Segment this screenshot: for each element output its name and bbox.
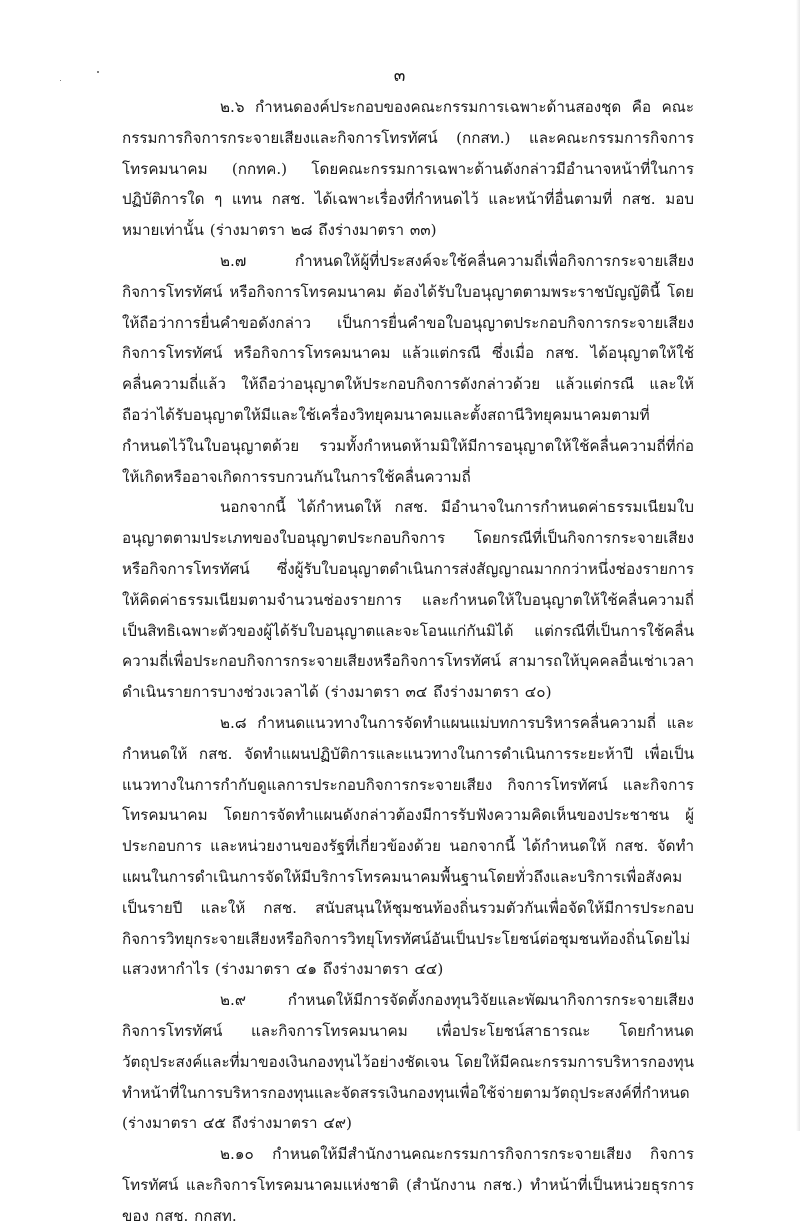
document-body: [122, 92, 694, 1231]
paragraph-2-7-continued: นอกจากนี้ ได้กำหนดให้ กสช. มีอำนาจในการกำหนดค่าธรรมเนียมใบอนุญาตตามประเภทของใบอนุญาตประกอบกิจการ โดยกรณีที่เป็นกิจการกระจายเสียงหรือกิจการโทรทัศน์ ซึ่งผู้รับใบอนุญาตดำเนินการส่งสัญญาณมากกว่าหนึ่งช่องรายการ ให้คิดค่าธรรมเนียมตามจำนวนช่องรายการ และกำหนดให้ใบอนุญาตให้ใช้คลื่นความถี่เป็นสิทธิเฉพาะตัวของผู้ได้รับใบอนุญาตและจะโอนแก่กันมิได้ แต่กรณีที่เป็นการใช้คลื่นความถี่เพื่อประกอบกิจการกระจายเสียงหรือกิจการโทรทัศน์ สามารถให้บุคคลอื่นเช่าเวลาดำเนินรายการบางช่วงเวลาได้ (ร่างมาตรา ๓๔ ถึงร่างมาตรา ๔๐): [122, 498, 694, 702]
paragraph-2-8: ๒.๘ กำหนดแนวทางในการจัดทำแผนแม่บทการบริหารคลื่นความถี่ และกำหนดให้ กสช. จัดทำแผนปฏิบัติการและแนวทางในการดำเนินการระยะห้าปี เพื่อเป็นแนวทางในการกำกับดูแลการประกอบกิจการกระจายเสียง กิจการโทรทัศน์ และกิจการโทรคมนาคม โดยการจัดทำแผนดังกล่าวต้องมีการรับฟังความคิดเห็นของประชาชน ผู้ประกอบการ และหน่วยงานของรัฐที่เกี่ยวข้องด้วย นอกจากนี้ ได้กำหนดให้ กสช. จัดทำแผนในการดำเนินการจัดให้มีบริการโทรคมนาคมพื้นฐานโดยทั่วถึงและบริการเพื่อสังคมเป็นรายปี และให้ กสช. สนับสนุนให้ชุมชนท้องถิ่นรวมตัวกันเพื่อจัดให้มีการประกอบกิจการวิทยุกระจายเสียงหรือกิจการวิทยุโทรทัศน์อันเป็นประโยชน์ต่อชุมชนท้องถิ่นโดยไม่แสวงหากำไร (ร่างมาตรา ๔๑ ถึงร่างมาตรา ๔๔): [122, 713, 694, 979]
paragraph-2-9: ๒.๙ กำหนดให้มีการจัดตั้งกองทุนวิจัยและพัฒนากิจการกระจายเสียง กิจการโทรทัศน์ และกิจการโทรคมนาคม เพื่อประโยชน์สาธารณะ โดยกำหนดวัตถุประสงค์และที่มาของเงินกองทุนไว้อย่างชัดเจน โดยให้มีคณะกรรมการบริหารกองทุนทำหน้าที่ในการบริหารกองทุนและจัดสรรเงินกองทุนเพื่อใช้จ่ายตามวัตถุประสงค์ที่กำหนด (ร่างมาตรา ๔๕ ถึงร่างมาตรา ๔๙): [122, 991, 694, 1133]
paragraph-2-7: ๒.๗ กำหนดให้ผู้ที่ประสงค์จะใช้คลื่นความถี่เพื่อกิจการกระจายเสียง กิจการโทรทัศน์ หรือกิจการโทรคมนาคม ต้องได้รับใบอนุญาตตามพระราชบัญญัตินี้ โดยให้ถือว่าการยื่นคำขอดังกล่าว เป็นการยื่นคำขอใบอนุญาตประกอบกิจการกระจายเสียง กิจการโทรทัศน์ หรือกิจการโทรคมนาคม แล้วแต่กรณี ซึ่งเมื่อ กสช. ได้อนุญาตให้ใช้คลื่นความถี่แล้ว ให้ถือว่าอนุญาตให้ประกอบกิจการดังกล่าวด้วย แล้วแต่กรณี และให้ถือว่าได้รับอนุญาตให้มีและใช้เครื่องวิทยุคมนาคมและตั้งสถานีวิทยุคมนาคมตามที่กำหนดไว้ในใบอนุญาตด้วย รวมทั้งกำหนดห้ามมิให้มีการอนุญาตให้ใช้คลื่นความถี่ที่ก่อให้เกิดหรืออาจเกิดการรบกวนกันในการใช้คลื่นความถี่: [122, 251, 694, 486]
page-number: ๓: [393, 66, 407, 86]
scan-edge: [796, 0, 800, 1131]
paragraph-2-10: ๒.๑๐ กำหนดให้มีสำนักงานคณะกรรมการกิจการกระจายเสียง กิจการโทรทัศน์ และกิจการโทรคมนาคมแห่งชาติ (สำนักงาน กสช.) ทำหน้าที่เป็นหน่วยธุรการของ กสช. กกสท.: [122, 1145, 694, 1225]
paragraph-2-6: ๒.๖ กำหนดองค์ประกอบของคณะกรรมการเฉพาะด้านสองชุด คือ คณะกรรมการกิจการกระจายเสียงและกิจการโทรทัศน์ (กกสท.) และคณะกรรมการกิจการโทรคมนาคม (กกทค.) โดยคณะกรรมการเฉพาะด้านดังกล่าวมีอำนาจหน้าที่ในการปฏิบัติการใด ๆ แทน กสช. ได้เฉพาะเรื่องที่กำหนดไว้ และหน้าที่อื่นตามที่ กสช. มอบหมายเท่านั้น (ร่างมาตรา ๒๘ ถึงร่างมาตรา ๓๓): [122, 98, 694, 240]
